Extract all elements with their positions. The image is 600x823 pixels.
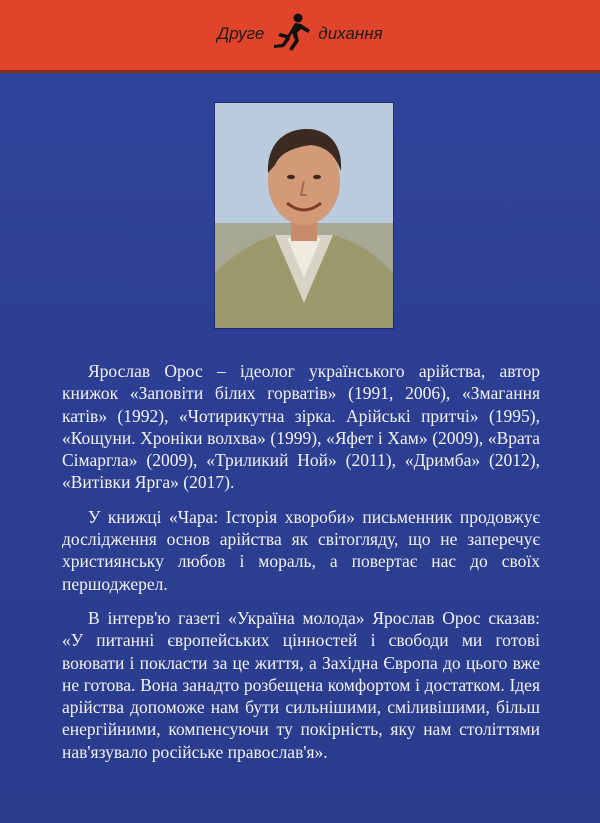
author-annotation	[62, 360, 540, 763]
paragraph-book: У книжці «Чара: Історія хвороби» письменник продовжує дослідження основ арійства як світогляду, що не заперечує християнську любов і мораль, а повертає нас до своїх першоджерел.	[62, 506, 540, 594]
paragraph-interview: В інтерв'ю газеті «Україна молода» Ярослав Орос сказав: «У питанні європейських цінностей і свободи ми готові воювати і покласти за це життя, а Західна Європа до цього вже не готова. Вона занадто розбещена комфортом і достатком. Ідея арійства допоможе нам бути сильнішими, сміливішими, більш енергійними, компенсуючи ту покірність, яку нам століттями нав'язувало російське православ'я».	[62, 607, 540, 762]
series-banner	[0, 0, 600, 73]
series-word-left: Друге	[217, 24, 265, 43]
running-figure-icon	[268, 11, 314, 57]
series-logo	[0, 14, 600, 54]
paragraph-bio: Ярослав Орос – ідеолог українського арійства, автор книжок «Заповіти білих горватів» (1991, 2006), «Змагання катів» (1992), «Чотирикутна зірка. Арійські притчі» (1995), «Кощуни. Хроніки волхва» (1999), «Яфет і Хам» (2009), «Врата Сімаргла» (2009), «Триликий Ной» (2011), «Дримба» (2012), «Витівки Ярга» (2017).	[62, 361, 540, 493]
author-portrait-image	[215, 103, 393, 328]
series-word-right: дихання	[318, 24, 383, 43]
author-photo	[215, 103, 393, 328]
